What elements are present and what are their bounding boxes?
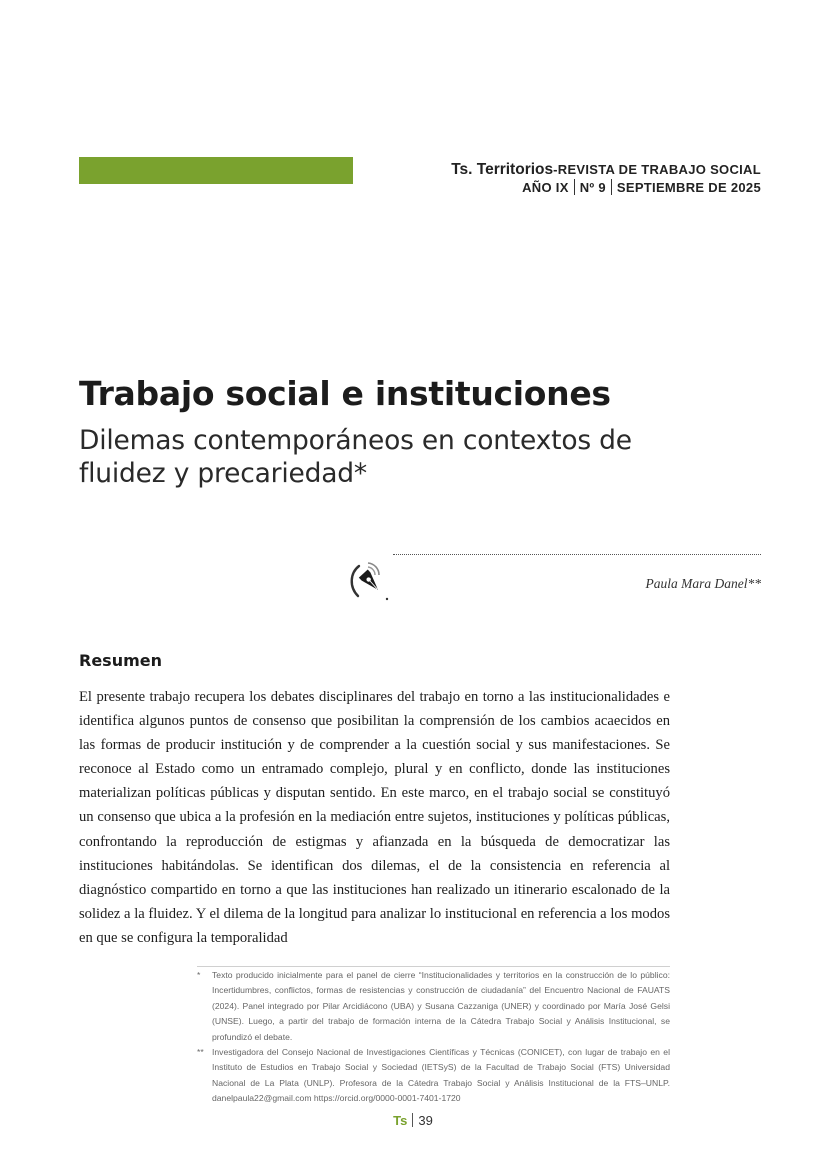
pen-nib-icon bbox=[346, 555, 394, 603]
footer-logo: Ts bbox=[393, 1113, 408, 1128]
footnote-mark: * bbox=[197, 970, 201, 980]
page-footer bbox=[0, 1113, 826, 1128]
footnote-item bbox=[197, 1045, 670, 1107]
header-separator bbox=[574, 179, 575, 195]
footnote-text: Investigadora del Consejo Nacional de Investigaciones Científicas y Técnicas (CONICET), con lugar de trabajo en el Instituto de Estudios en Trabajo Social y Sociedad (IETSyS) de la Facultad de Trabajo Social (FTS) Universidad Nacional de La Plata (UNLP). Profesora de la Cátedra Trabajo Social y Análisis Institucional de la FTS–UNLP. danelpaula22@gmail.com https://orcid.org/0000-0001-7401-1720 bbox=[212, 1047, 670, 1104]
header-accent-bar bbox=[79, 157, 353, 184]
footer-separator bbox=[412, 1113, 413, 1127]
footnotes bbox=[197, 968, 670, 1107]
journal-number: Nº 9 bbox=[579, 180, 606, 195]
abstract-body: El presente trabajo recupera los debates disciplinares del trabajo en torno a las institucionalidades e identifica algunos puntos de consenso que posibilitan la comprensión de los cambios acaecidos en las formas de producir institución y de comprender a la cuestión social y sus manifestaciones. Se reconoce al Estado como un entramado complejo, plural y en conflicto, donde las instituciones materializan políticas públicas y disputan sentido. En este marco, en el trabajo social se constituyó un consenso que ubica a la profesión en la mediación entre sujetos, instituciones y políticas públicas, confrontando la reproducción de estigmas y afianzada en la búsqueda de democratizar las instituciones habitándolas. Se identifican dos dilemas, el de la consistencia en referencia al diagnóstico compartido en torno a que las instituciones han realizado un itinerario escalonado de la solidez a la fluidez. Y el dilema de la longitud para analizar lo institucional en referencia a los modos en que se configura la temporalidad bbox=[79, 689, 670, 946]
journal-name: Ts. Territorios bbox=[451, 161, 554, 178]
author-name: Paula Mara Danel** bbox=[645, 576, 761, 591]
journal-year: AÑO IX bbox=[522, 180, 569, 195]
journal-date: SEPTIEMBRE DE 2025 bbox=[616, 180, 761, 195]
header-separator bbox=[611, 179, 612, 195]
journal-subtitle: -REVISTA DE TRABAJO SOCIAL bbox=[553, 162, 761, 177]
author-divider bbox=[393, 554, 761, 555]
article-subtitle: Dilemas contemporáneos en contextos de fluidez y precariedad* bbox=[79, 425, 632, 489]
article-title: Trabajo social e instituciones bbox=[79, 374, 611, 413]
footnote-text: Texto producido inicialmente para el panel de cierre “Institucionalidades y territorios en la construcción de lo público: Incertidumbres, conflictos, formas de resistencias y construcción de ciudadanía” del Encuentro Nacional de FAUATS (2024). Panel integrado por Pilar Arcidiácono (UBA) y Susana Cazzaniga (UNER) y coordinado por María José Gelsi (UNSE). Luego, a partir del trabajo de formación interna de la Cátedra Trabajo Social y Análisis Institucional, se profundizó el debate. bbox=[212, 970, 670, 1042]
abstract-heading: Resumen bbox=[79, 651, 162, 670]
page-number: 39 bbox=[418, 1113, 433, 1128]
footnote-divider bbox=[197, 966, 670, 967]
footnote-item bbox=[197, 968, 670, 1045]
footnote-mark: ** bbox=[197, 1047, 204, 1058]
journal-header bbox=[451, 160, 761, 197]
